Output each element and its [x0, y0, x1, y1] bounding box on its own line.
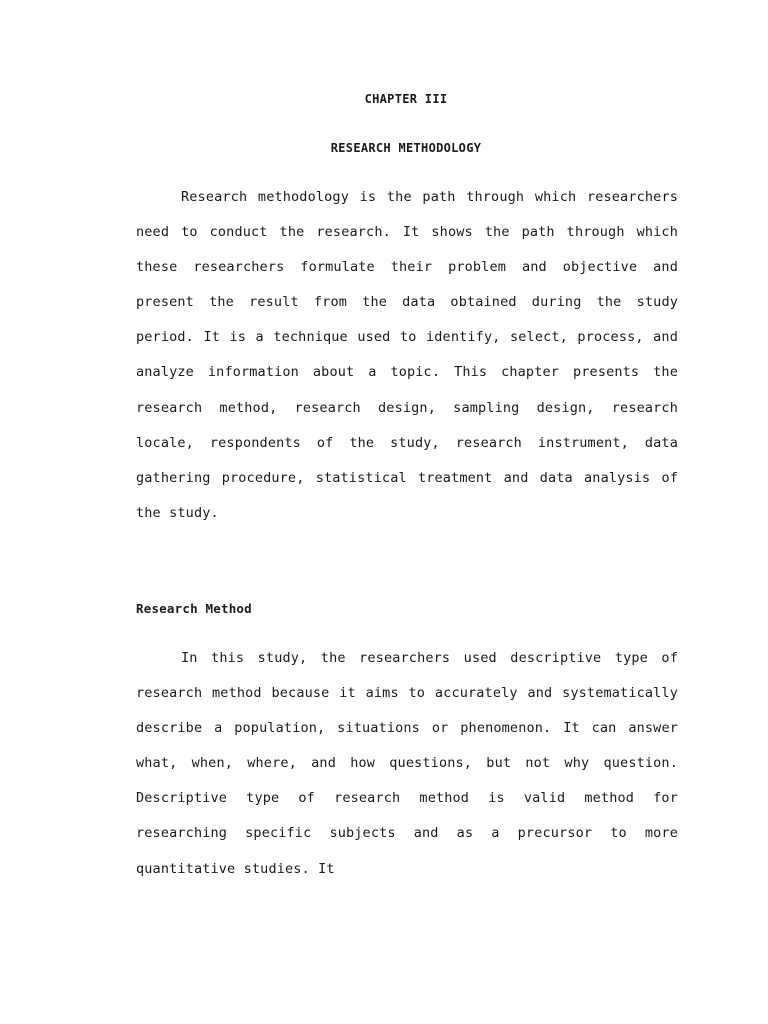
chapter-title: CHAPTER III	[364, 92, 448, 106]
chapter-subtitle: RESEARCH METHODOLOGY	[330, 141, 482, 155]
intro-paragraph: Research methodology is the path through which researchers need to conduct the research. It shows the path through which these researchers formulate their problem and objective and present the result from the data obtained during the study period. It is a technique used to identify, select, process, and analyze information about a topic. This chapter presents the research method, research design, sampling design, research locale, respondents of the study, research instrument, data gathering procedure, statistical treatment and data analysis of the study.	[136, 189, 678, 521]
section-paragraph: In this study, the researchers used descriptive type of research method because it aims to accurately and systematically describe a population, situations or phenomenon. It can answer what, when, where, and how questions, but not why question. Descriptive type of research method is valid method for researching specific subjects and as a precursor to more quantitative studies. It	[136, 650, 678, 877]
section-heading: Research Method	[136, 601, 252, 616]
